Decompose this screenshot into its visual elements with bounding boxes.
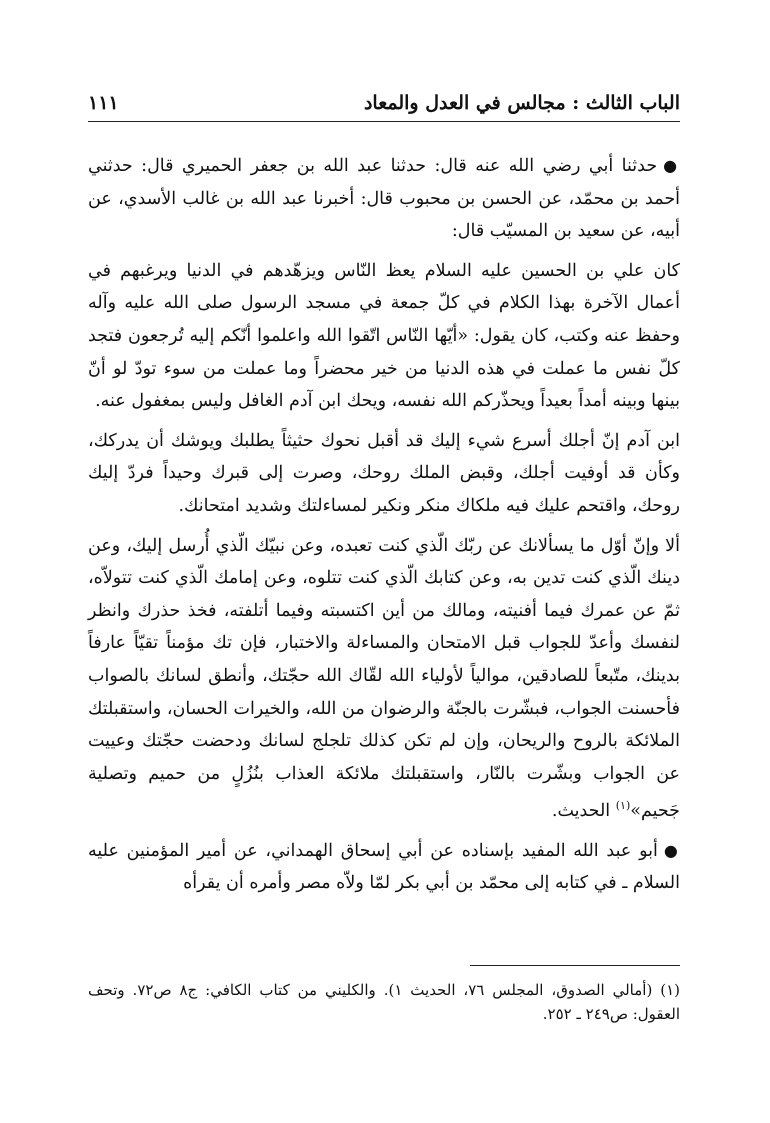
paragraph-text: حدثنا أبي رضي الله عنه قال: حدثنا عبد الله بن جعفر الحميري قال: حدثني أحمد بن محمّد، عن الحسن بن محبوب قال: أخبرنا عبد الله بن غالب الأسدي، عن أبيه، عن سعيد بن المسيّب قال: <box>88 156 680 242</box>
footnote <box>88 978 680 1026</box>
footnote-rule <box>470 965 680 966</box>
paragraph-1 <box>88 150 680 248</box>
paragraph-text: كان علي بن الحسين عليه السلام يعظ النّاس ويزهّدهم في الدنيا ويرغبهم في أعمال الآخرة بهذا الكلام في كلّ جمعة في مسجد الرسول صلى الله عليه وآله وحفظ عنه وكتب، كان يقول: «أيّها النّاس اتّقوا الله واعلموا أنّكم إليه تُرجعون فتجد كلّ نفس ما عملت في هذه الدنيا من خير محضراً وما عملت من سوء تودّ لو أنّ بينها وبينه أمداً بعيداً ويحذّركم الله نفسه، ويحك ابن آدم الغافل وليس بمغفول عنه. <box>88 260 680 412</box>
paragraph-4 <box>88 530 680 828</box>
paragraph-5 <box>88 835 680 900</box>
footnote-text: (١) (أمالي الصدوق، المجلس ٧٦، الحديث ١). والكليني من كتاب الكافي: ج٨ ص٧٢. وتحف العقول: ص٢٤٩ ـ ٢٥٢. <box>88 981 680 1023</box>
paragraph-3 <box>88 425 680 523</box>
header-rule <box>88 121 680 122</box>
paragraph-text: أبو عبد الله المفيد بإسناده عن أبي إسحاق الهمداني، عن أمير المؤمنين عليه السلام ـ في كتابه إلى محمّد بن أبي بكر لمّا ولاّه مصر وأمره أن يقرأه <box>88 840 680 894</box>
page-number: ١١١ <box>88 92 119 114</box>
paragraph-text: ألا وإنّ أوّل ما يسألانك عن ربّك الّذي كنت تعبده، وعن نبيّك الّذي أُرسل إليك، وعن دينك الّذي كنت تدين به، وعن كتابك الّذي كنت تتلوه، وعن إمامك الّذي كنت تتولاّه، ثمّ عن عمرك فيما أفنيته، ومالك من أين اكتسبته وفيما أتلفته، فخذ حذرك وانظر لنفسك وأعدّ للجواب قبل الامتحان والمساءلة والاختبار، فإن تك مؤمناً تقيّاً عارفاً بدينك، متّبعاً للصادقين، موالياً لأولياء الله لقّاك الله حجّتك، وأنطق لسانك بالصواب فأحسنت الجواب، فبشّرت بالجنّة والرضوان من الله، والخيرات الحسان، واستقبلتك الملائكة بالروح والريحان، وإن لم تكن كذلك تلجلج لسانك ودحضت حجّتك وعييت عن الجواب وبشّرت بالنّار، واستقبلتك ملائكة العذاب بنُزُلٍ من حميم وتصلية جَحيم» <box>88 535 680 822</box>
chapter-title: الباب الثالث : مجالس في العدل والمعاد <box>363 92 680 114</box>
paragraph-tail: الحديث. <box>551 801 616 822</box>
paragraph-2 <box>88 255 680 418</box>
paragraph-text: ابن آدم إنّ أجلك أسرع شيء إليك قد أقبل نحوك حثيثاً يطلبك ويوشك أن يدركك، وكأن قد أوفيت أجلك، وقبض الملك روحك، وصرت إلى قبرك وحيداً فردّ إليك روحك، واقتحم عليك فيه ملكاك منكر ونكير لمساءلتك وشديد امتحانك. <box>88 430 680 516</box>
bullet-marker: ● <box>663 156 680 175</box>
footnote-marker[interactable]: (١) <box>615 799 631 813</box>
bullet-marker: ● <box>663 840 680 860</box>
page-header <box>88 88 680 118</box>
main-text <box>88 150 680 907</box>
